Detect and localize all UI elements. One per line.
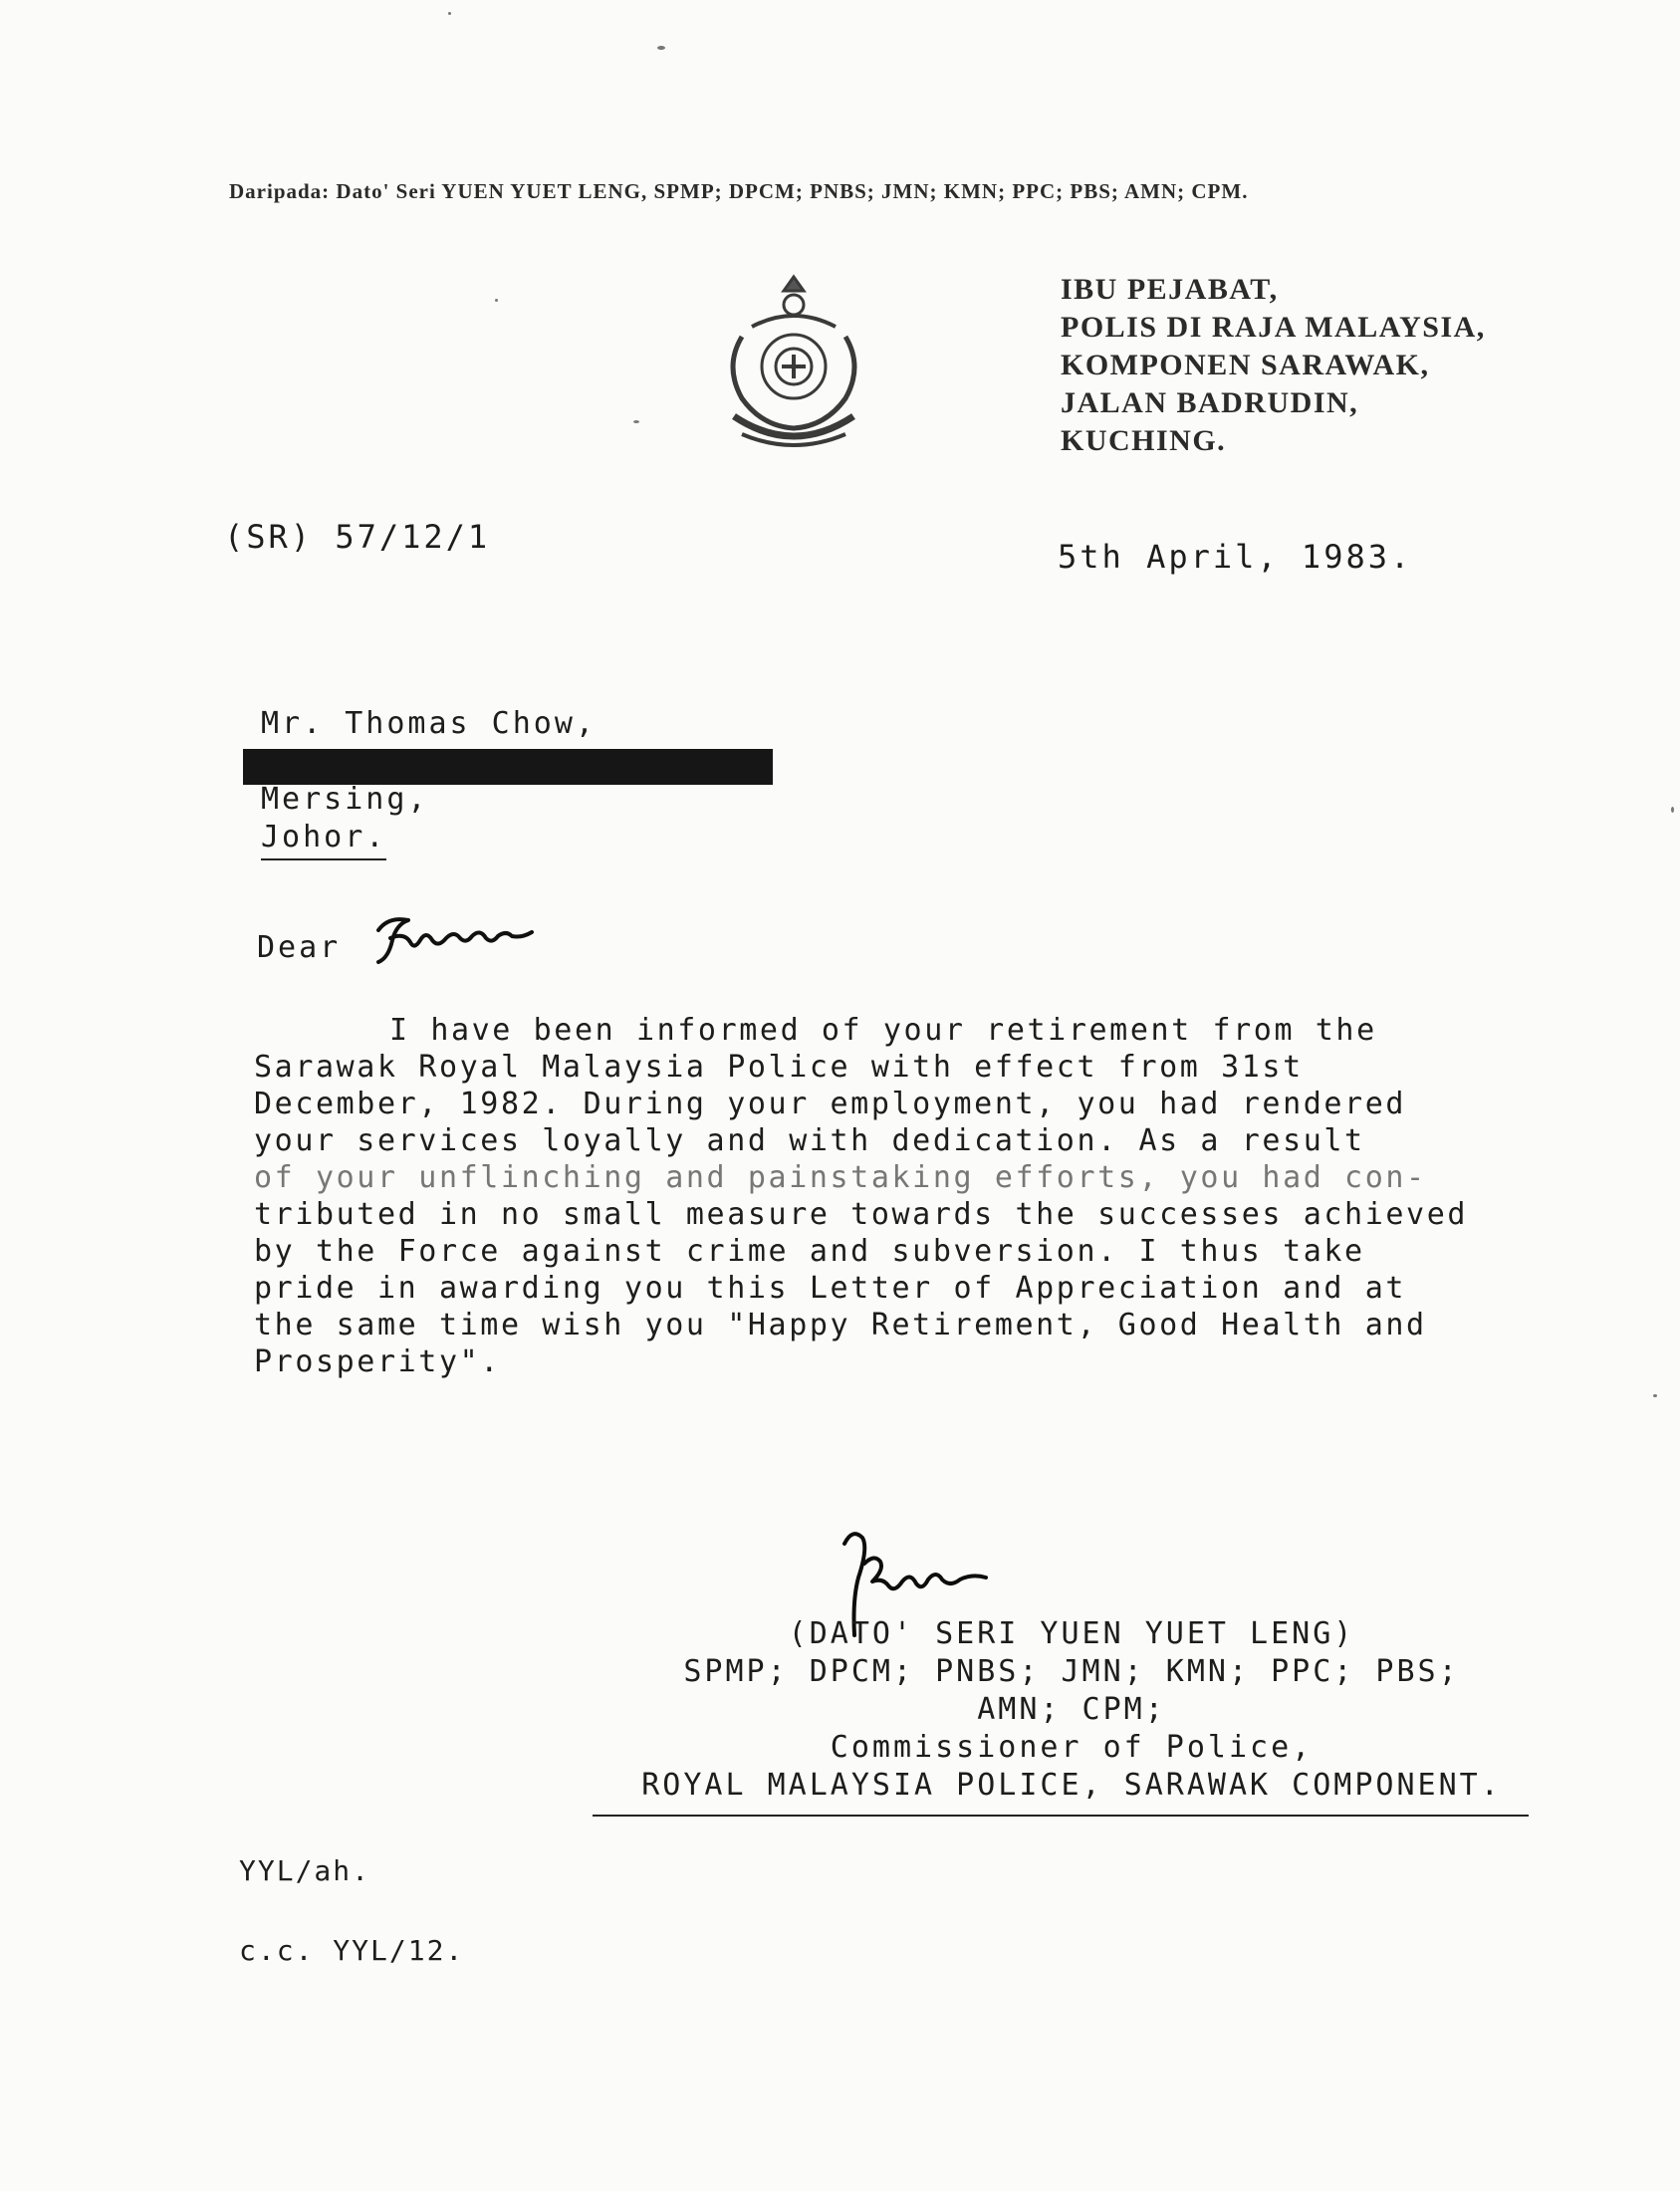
body-line: December, 1982. During your employment, you had rendered <box>254 1087 1407 1121</box>
body-line: of your unflinching and painstaking efforts, you had con- <box>254 1160 1427 1195</box>
letter-body <box>254 1012 1588 1380</box>
body-line: tributed in no small measure towards the successes achieved <box>254 1197 1469 1232</box>
police-crest-icon <box>712 267 876 451</box>
body-line: the same time wish you "Happy Retirement, Good Health and <box>254 1308 1427 1342</box>
organisation-underline <box>593 1815 1529 1817</box>
signatory-honours: AMN; CPM; <box>977 1692 1166 1727</box>
letter-date: 5th April, 1983. <box>1058 538 1413 576</box>
address-block <box>1061 271 1486 460</box>
paper-speck <box>657 46 665 50</box>
body-line: by the Force against crime and subversion. I thus take <box>254 1234 1365 1269</box>
redaction-bar <box>243 749 773 785</box>
paper-speck <box>448 12 451 15</box>
handwritten-salutation-name <box>370 908 560 968</box>
letterhead-from-line: Daripada: Dato' Seri YUEN YUET LENG, SPMP; DPCM; PNBS; JMN; KMN; PPC; PBS; AMN; CPM. <box>229 179 1249 203</box>
recipient-city: Mersing, <box>261 782 429 817</box>
address-line: POLIS DI RAJA MALAYSIA, <box>1061 311 1486 344</box>
signatory-name: (DATO' SERI YUEN YUET LENG) <box>788 1616 1355 1651</box>
address-line: KUCHING. <box>1061 424 1227 457</box>
address-line: JALAN BADRUDIN, <box>1061 386 1359 419</box>
signatory-honours: SPMP; DPCM; PNBS; JMN; KMN; PPC; PBS; <box>683 1654 1460 1689</box>
salutation: Dear <box>257 930 342 965</box>
body-line: Sarawak Royal Malaysia Police with effect from 31st <box>254 1050 1304 1085</box>
body-line: Prosperity". <box>254 1344 501 1379</box>
paper-speck <box>633 420 639 423</box>
carbon-copy-note: c.c. YYL/12. <box>239 1934 465 1967</box>
address-line: KOMPONEN SARAWAK, <box>1061 349 1430 381</box>
reference-number: (SR) 57/12/1 <box>224 518 491 556</box>
signatory-organisation: ROYAL MALAYSIA POLICE, SARAWAK COMPONENT. <box>641 1768 1502 1803</box>
signature-block <box>594 1615 1550 1805</box>
signatory-title: Commissioner of Police, <box>830 1730 1314 1765</box>
body-line: your services loyally and with dedication. As a result <box>254 1123 1365 1158</box>
paper-speck <box>1671 807 1674 813</box>
paper-speck <box>495 299 498 302</box>
recipient-name: Mr. Thomas Chow, <box>261 706 597 741</box>
recipient-state: Johor. <box>261 819 386 860</box>
body-line: I have been informed of your retirement from the <box>389 1013 1377 1048</box>
address-line: IBU PEJABAT, <box>1061 273 1279 306</box>
reference-initials: YYL/ah. <box>239 1854 371 1887</box>
body-line: pride in awarding you this Letter of Appreciation and at <box>254 1271 1407 1306</box>
paper-speck <box>1653 1394 1657 1397</box>
